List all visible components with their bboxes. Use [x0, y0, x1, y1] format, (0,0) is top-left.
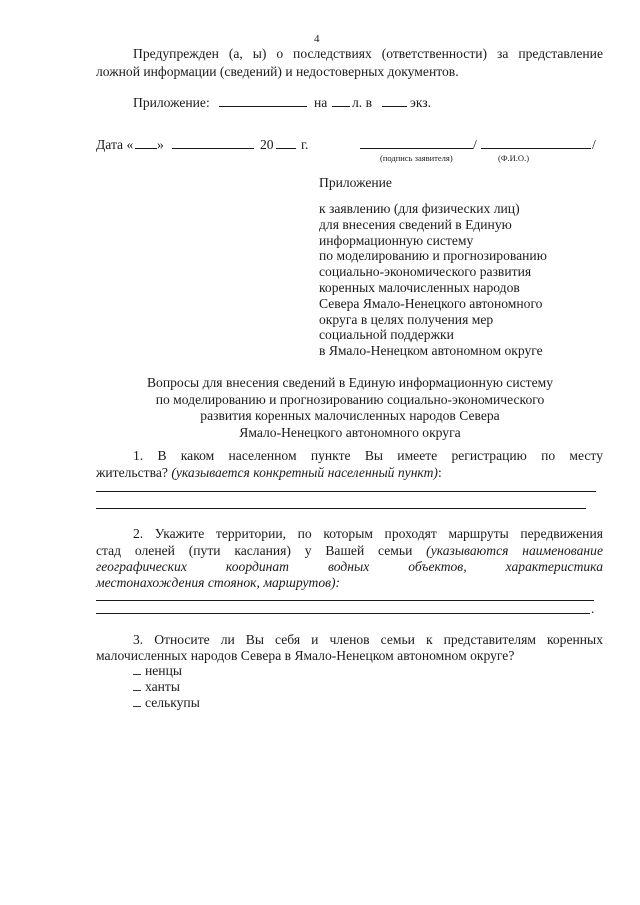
q2-end-mark: .: [591, 601, 595, 616]
attachment-on: на: [314, 95, 328, 110]
q2-line-1: 2. Укажите территории, по которым проходят маршруты передвижения: [133, 526, 603, 541]
checkbox-blank-icon[interactable]: [133, 697, 141, 707]
signature-slash-2: /: [592, 137, 596, 152]
page-number: 4: [314, 33, 320, 45]
appendix-line: коренных малочисленных народов: [319, 279, 520, 295]
appendix-line: по моделированию и прогнозированию: [319, 248, 547, 264]
q3-options: [133, 663, 200, 711]
attachment-copies: экз.: [410, 95, 432, 110]
date-year-field[interactable]: [276, 148, 296, 149]
name-caption: (Ф.И.О.): [498, 153, 530, 163]
q1-answer-line-2[interactable]: [96, 508, 586, 509]
appendix-line: социально-экономического развития: [319, 264, 532, 280]
q1-text: жительства?: [96, 465, 168, 480]
checkbox-blank-icon[interactable]: [133, 665, 141, 675]
q2-line-4: местонахождения стоянок, маршрутов):: [96, 575, 341, 590]
date-year-prefix: 20: [260, 137, 274, 152]
q2-hint-start: (указываются наименование: [426, 543, 603, 558]
q3-line-1: 3. Относите ли Вы себя и членов семьи к представителям коренных: [133, 632, 603, 647]
appendix-text: [319, 201, 547, 359]
q3-option[interactable]: [133, 679, 200, 695]
q1-line-2: [96, 465, 442, 481]
q3-option-label: ненцы: [145, 663, 182, 678]
checkbox-blank-icon[interactable]: [133, 681, 141, 691]
date-year-suffix: г.: [301, 137, 309, 152]
q3-option[interactable]: [133, 663, 200, 679]
q2-line-2: [96, 543, 603, 559]
appendix-line: информационную систему: [319, 232, 474, 248]
date-close-quote: »: [157, 137, 164, 152]
appendix-line: в Ямало-Ненецком автономном округе: [319, 343, 543, 359]
signature-slash-1: /: [473, 137, 477, 152]
warning-line-2: ложной информации (сведений) и недостоверных документов.: [96, 64, 459, 79]
q2-answer-line-2[interactable]: [96, 613, 590, 614]
date-day-field[interactable]: [135, 148, 157, 149]
appendix-title: Приложение: [319, 175, 392, 190]
attachment-sheets-field[interactable]: [332, 106, 350, 107]
appendix-line: для внесения сведений в Единую: [319, 216, 512, 232]
signature-field[interactable]: [360, 148, 473, 149]
q2-answer-line-1[interactable]: [96, 600, 594, 601]
appendix-line: социальной поддержки: [319, 327, 454, 343]
heading-line: Ямало-Ненецкого автономного округа: [239, 424, 461, 440]
q3-option-label: селькупы: [145, 695, 200, 710]
q2-line-3: географических координат водных объектов, характеристика: [96, 559, 603, 574]
appendix-line: Севера Ямало-Ненецкого автономного: [319, 295, 543, 311]
signature-caption: (подпись заявителя): [380, 153, 453, 163]
q3-line-2: малочисленных народов Севера в Ямало-Ненецком автономном округе?: [96, 648, 515, 663]
q3-option-label: ханты: [145, 679, 180, 694]
warning-line-1: Предупрежден (а, ы) о последствиях (ответственности) за представление: [133, 46, 603, 61]
q1-answer-line-1[interactable]: [96, 491, 596, 492]
appendix-line: округа в целях получения мер: [319, 311, 494, 327]
q1-line-1: 1. В каком населенном пункте Вы имеете регистрацию по месту: [133, 448, 603, 463]
attachment-name-field[interactable]: [219, 106, 307, 107]
heading-line: по моделированию и прогнозированию социально-экономического: [155, 391, 545, 407]
q1-hint: (указывается конкретный населенный пункт): [171, 465, 438, 480]
attachment-label: Приложение:: [133, 95, 210, 110]
attachment-sheets: л. в: [352, 95, 372, 110]
q2-text: стад оленей (пути каслания) у Вашей семьи: [96, 543, 413, 558]
q1-colon: :: [437, 465, 442, 480]
attachment-copies-field[interactable]: [382, 106, 407, 107]
heading-line: Вопросы для внесения сведений в Единую информационную систему: [146, 375, 554, 390]
heading-line: развития коренных малочисленных народов Севера: [200, 408, 500, 423]
appendix-line: к заявлению (для физических лиц): [319, 201, 520, 216]
full-name-field[interactable]: [481, 148, 591, 149]
date-month-field[interactable]: [172, 148, 254, 149]
q3-option[interactable]: [133, 695, 200, 711]
date-label: Дата «: [96, 137, 134, 152]
questions-heading: [96, 375, 604, 441]
